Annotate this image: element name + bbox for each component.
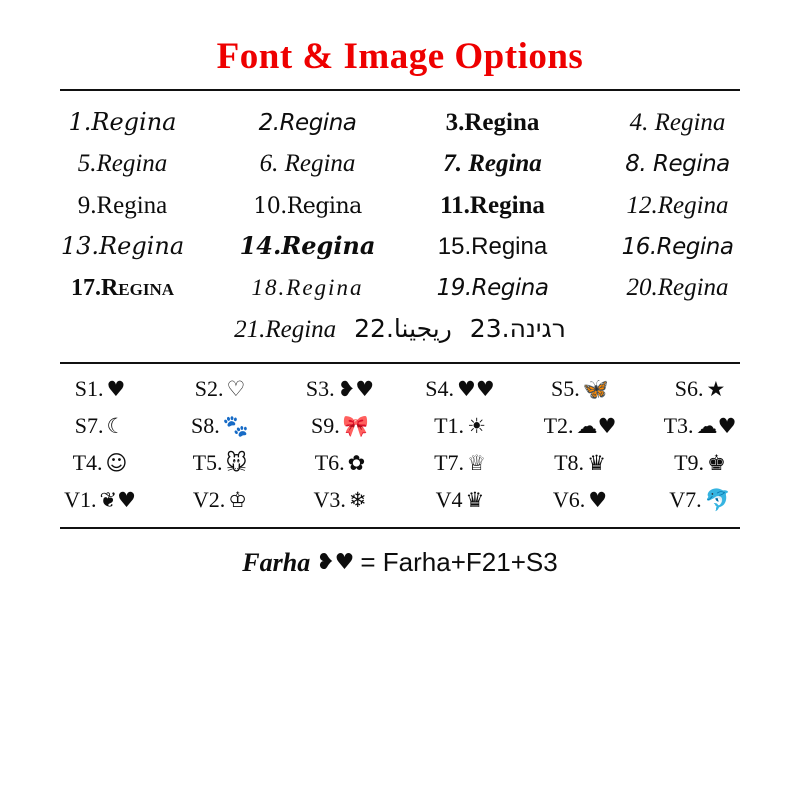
font-option[interactable]: 5.Regina xyxy=(77,150,168,178)
symbol-option[interactable] xyxy=(640,376,760,402)
font-row xyxy=(30,188,770,224)
symbol-label: S8. xyxy=(191,413,220,439)
symbol-row xyxy=(40,450,760,476)
font-option[interactable]: 21.Regina xyxy=(234,315,337,343)
symbol-row xyxy=(40,413,760,439)
paw-print-icon: 🐾 xyxy=(222,413,249,438)
symbol-label: S1. xyxy=(74,376,104,402)
symbol-label: S2. xyxy=(194,376,224,402)
symbol-option[interactable] xyxy=(160,413,280,439)
symbol-label: V7. xyxy=(669,487,702,513)
heart-outline-icon: ♡ xyxy=(226,376,246,401)
mouse-head-icon: 🐭 xyxy=(225,450,248,475)
symbol-option[interactable] xyxy=(160,487,280,513)
symbol-option[interactable] xyxy=(400,413,520,439)
heart-filled-icon: ♥ xyxy=(106,376,126,401)
heart-swirl-icon: ♥ xyxy=(588,487,608,512)
butterfly-icon: 🦋 xyxy=(582,376,609,401)
symbol-label: T4. xyxy=(72,450,103,476)
font-row xyxy=(30,146,770,182)
symbol-option[interactable] xyxy=(160,450,280,476)
cloud-heart-small-icon: ☁♥ xyxy=(696,413,737,438)
font-option[interactable]: 18.Regina xyxy=(251,274,364,300)
symbol-label: S7. xyxy=(74,413,104,439)
double-heart-icon: ❥♥ xyxy=(316,550,355,576)
symbol-label: S3. xyxy=(305,376,335,402)
cloud-heart-icon: ☁♥ xyxy=(576,413,617,438)
star-icon: ★ xyxy=(706,376,726,401)
font-row xyxy=(30,229,770,265)
footer-example xyxy=(0,529,800,578)
symbol-label: V4 xyxy=(435,487,463,513)
font-option[interactable]: 19.Regina xyxy=(436,274,549,301)
font-option[interactable]: 9.Regina xyxy=(77,191,168,219)
symbol-option[interactable] xyxy=(280,413,400,439)
font-option[interactable]: 20.Regina xyxy=(626,273,729,301)
symbol-option[interactable] xyxy=(40,413,160,439)
symbol-label: T3. xyxy=(663,413,694,439)
symbol-label: T1. xyxy=(434,413,465,439)
font-option[interactable]: 10.Regina xyxy=(253,193,362,219)
double-heart-icon: ❥♥ xyxy=(337,376,375,401)
font-option[interactable]: 1.Regina xyxy=(68,108,177,136)
symbol-options-section xyxy=(0,364,800,513)
symbol-option[interactable] xyxy=(640,450,760,476)
font-option[interactable]: 23.רגינה xyxy=(469,313,566,343)
symbol-option[interactable] xyxy=(520,487,640,513)
symbol-option[interactable] xyxy=(40,487,160,513)
crown-alt-icon: ♛ xyxy=(465,487,485,512)
flower-icon: ✿ xyxy=(347,450,366,475)
font-row xyxy=(30,105,770,141)
font-option[interactable]: 13.Regina xyxy=(60,231,185,260)
tiara-icon: ♔ xyxy=(228,487,248,512)
symbol-option[interactable] xyxy=(520,413,640,439)
font-option[interactable]: 7. Regina xyxy=(443,150,542,178)
symbol-option[interactable] xyxy=(640,487,760,513)
symbol-option[interactable] xyxy=(160,376,280,402)
font-option[interactable]: 15.Regina xyxy=(437,232,548,260)
font-option[interactable]: 17.Regina xyxy=(70,274,175,301)
symbol-label: T7. xyxy=(434,450,465,476)
symbol-label: T6. xyxy=(314,450,345,476)
symbol-label: T2. xyxy=(543,413,574,439)
crown-icon: ♕ xyxy=(467,450,486,475)
font-option[interactable]: 4. Regina xyxy=(629,109,726,136)
symbol-label: V1. xyxy=(64,487,97,513)
font-row xyxy=(30,270,770,306)
symbol-option[interactable] xyxy=(280,450,400,476)
symbol-label: T9. xyxy=(674,450,705,476)
font-option[interactable]: 16.Regina xyxy=(621,233,734,260)
symbol-label: T5. xyxy=(192,450,223,476)
font-option[interactable]: 8. Regina xyxy=(625,151,730,178)
king-crown-icon: ♚ xyxy=(707,450,726,475)
footer-equation: = Farha+F21+S3 xyxy=(360,547,558,578)
symbol-option[interactable] xyxy=(520,376,640,402)
symbol-option[interactable] xyxy=(280,487,400,513)
symbol-row xyxy=(40,376,760,402)
page-title: Font & Image Options xyxy=(216,36,584,77)
symbol-option[interactable] xyxy=(40,450,160,476)
font-option[interactable]: 14.Regina xyxy=(239,230,376,260)
ribbon-heart-icon: ❦♥ xyxy=(99,487,136,512)
symbol-option[interactable] xyxy=(280,376,400,402)
moon-icon: ☾ xyxy=(106,413,126,438)
font-option[interactable]: 11.Regina xyxy=(440,191,545,219)
font-option[interactable]: 2.Regina xyxy=(258,110,357,136)
symbol-option[interactable] xyxy=(40,376,160,402)
font-option[interactable]: 3.Regina xyxy=(445,109,540,136)
symbol-option[interactable] xyxy=(400,376,520,402)
symbol-label: S6. xyxy=(674,376,704,402)
queen-crown-icon: ♛ xyxy=(587,450,606,475)
dolphin-icon: 🐬 xyxy=(704,487,731,512)
snowflake-icon: ❄ xyxy=(348,487,367,512)
symbol-label: S5. xyxy=(551,376,580,402)
font-option[interactable]: 6. Regina xyxy=(259,150,356,178)
symbol-option[interactable] xyxy=(640,413,760,439)
bow-icon: 🎀 xyxy=(342,413,369,438)
symbol-label: S4. xyxy=(425,376,455,402)
symbol-row xyxy=(40,487,760,513)
symbol-label: S9. xyxy=(311,413,340,439)
symbol-option[interactable] xyxy=(520,450,640,476)
symbol-label: V3. xyxy=(313,487,346,513)
symbol-option[interactable] xyxy=(400,487,520,513)
symbol-option[interactable] xyxy=(400,450,520,476)
twin-heart-icon: ♥♥ xyxy=(457,376,495,401)
symbol-label: T8. xyxy=(554,450,585,476)
symbol-label: V2. xyxy=(192,487,226,513)
smiley-icon: ☺ xyxy=(105,450,128,475)
symbol-label: V6. xyxy=(552,487,586,513)
sun-icon: ☀ xyxy=(467,413,486,438)
font-options-section xyxy=(0,91,800,348)
font-option[interactable]: 22.ريجينا xyxy=(354,313,452,343)
font-row xyxy=(30,311,770,348)
footer-name: Farha xyxy=(242,547,311,577)
font-option[interactable]: 12.Regina xyxy=(626,191,729,219)
